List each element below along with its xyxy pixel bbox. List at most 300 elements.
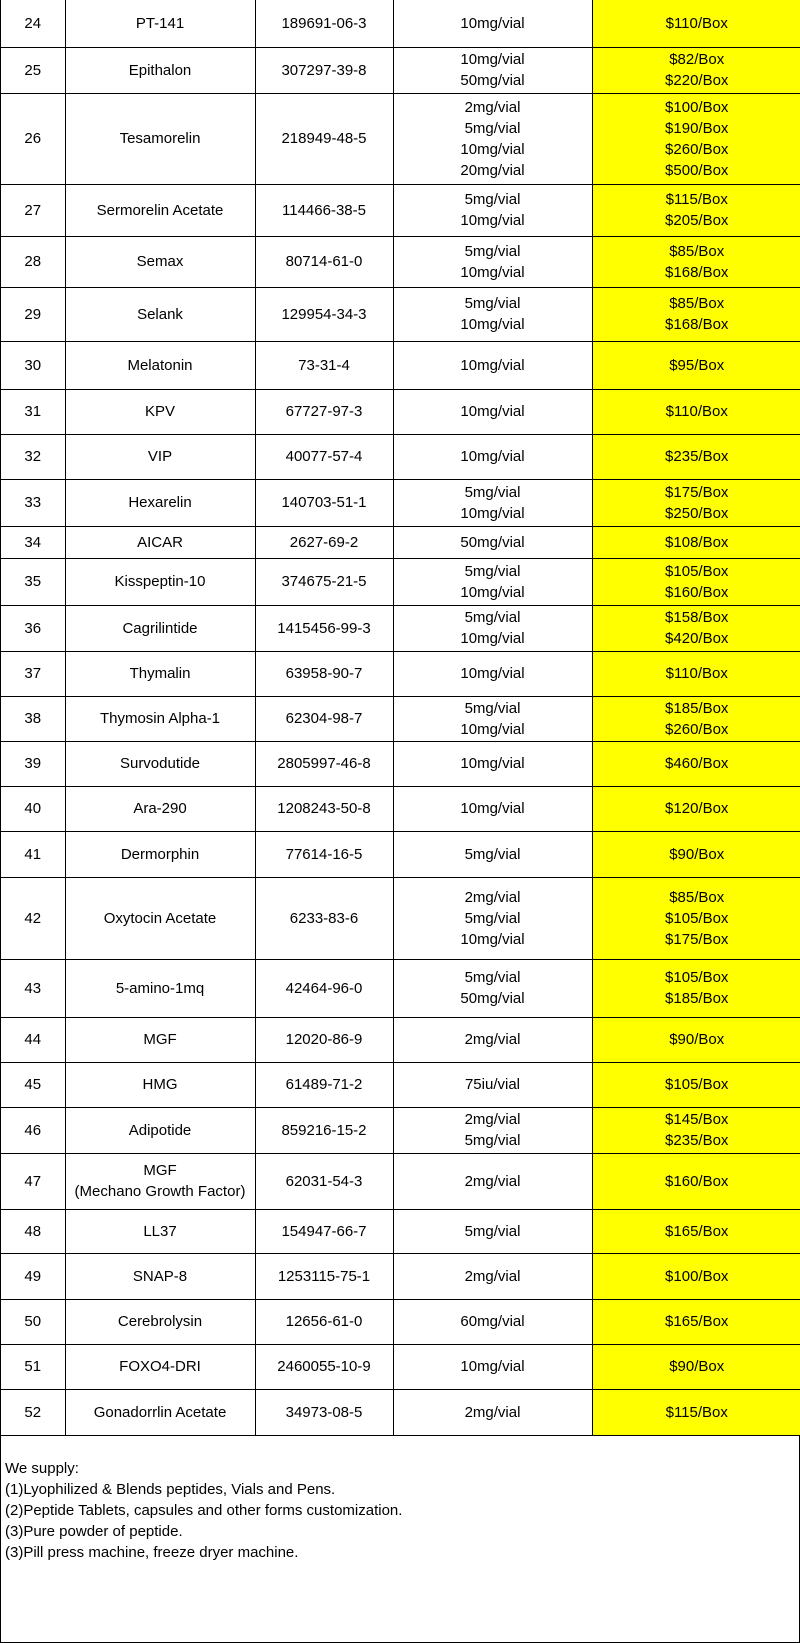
specification: 10mg/vial	[460, 212, 525, 229]
price: $500/Box	[665, 161, 729, 179]
price-cell	[592, 1389, 800, 1435]
specification-cell	[393, 1153, 592, 1209]
product-name-cell	[65, 877, 255, 959]
cas-number: 374675-21-5	[255, 558, 393, 605]
product-name: LL37	[143, 1222, 177, 1240]
price-cell	[592, 786, 800, 831]
specification: 10mg/vial	[460, 51, 525, 68]
specification-cell	[393, 287, 592, 341]
price: $108/Box	[665, 533, 729, 551]
product-name-cell	[65, 0, 255, 47]
price: $205/Box	[665, 212, 729, 229]
specification: 5mg/vial	[464, 845, 521, 863]
specification-cell	[393, 605, 592, 651]
price: $85/Box	[669, 888, 725, 906]
product-name-cell	[65, 831, 255, 877]
specification: 10mg/vial	[460, 316, 525, 333]
specification-cell	[393, 786, 592, 831]
table-row	[1, 434, 800, 479]
product-name: Adipotide	[128, 1121, 192, 1139]
specification-cell	[393, 696, 592, 741]
price-cell	[592, 651, 800, 696]
price-cell	[592, 1062, 800, 1107]
price-cell	[592, 1299, 800, 1344]
row-number: 44	[1, 1017, 65, 1062]
specification: 5mg/vial	[464, 969, 521, 986]
product-name-cell	[65, 287, 255, 341]
price-cell	[592, 389, 800, 434]
product-name-cell	[65, 479, 255, 526]
row-number: 25	[1, 47, 65, 93]
table-row	[1, 526, 800, 558]
price-cell	[592, 1253, 800, 1299]
cas-number: 218949-48-5	[255, 93, 393, 184]
specification-cell	[393, 1209, 592, 1253]
specification: 5mg/vial	[464, 242, 521, 260]
product-name: PT-141	[135, 14, 185, 32]
product-name: FOXO4-DRI	[119, 1358, 201, 1375]
product-name: SNAP-8	[132, 1267, 188, 1285]
specification: 5mg/vial	[464, 483, 521, 501]
cas-number: 77614-16-5	[255, 831, 393, 877]
table-row	[1, 47, 800, 93]
row-number: 51	[1, 1344, 65, 1389]
specification: 50mg/vial	[460, 72, 525, 89]
product-name: Epithalon	[128, 61, 192, 79]
price: $82/Box	[669, 51, 725, 68]
price: $115/Box	[665, 191, 728, 208]
specification: 10mg/vial	[460, 356, 525, 374]
price: $235/Box	[665, 1132, 729, 1149]
price-cell	[592, 959, 800, 1017]
specification: 10mg/vial	[460, 630, 525, 647]
cas-number: 2805997-46-8	[255, 741, 393, 786]
product-name-cell	[65, 1153, 255, 1209]
price: $190/Box	[665, 119, 729, 137]
price: $168/Box	[665, 316, 729, 333]
product-name-cell	[65, 47, 255, 93]
specification: 10mg/vial	[460, 140, 525, 158]
specification-cell	[393, 831, 592, 877]
specification-cell	[393, 526, 592, 558]
table-row	[1, 651, 800, 696]
product-name-cell	[65, 434, 255, 479]
price-cell	[592, 184, 800, 236]
table-row	[1, 959, 800, 1017]
row-number: 24	[1, 0, 65, 47]
table-row	[1, 831, 800, 877]
product-name: Kisspeptin-10	[114, 573, 206, 590]
supply-item: (2)Peptide Tablets, capsules and other forms customization.	[5, 1501, 403, 1519]
product-name: KPV	[144, 403, 175, 420]
table-row	[1, 389, 800, 434]
specification: 50mg/vial	[460, 533, 525, 551]
table-row	[1, 1107, 800, 1153]
specification-cell	[393, 1253, 592, 1299]
product-name-cell	[65, 558, 255, 605]
cas-number: 63958-90-7	[255, 651, 393, 696]
product-name: Oxytocin Acetate	[103, 909, 217, 927]
row-number: 48	[1, 1209, 65, 1253]
specification: 10mg/vial	[460, 800, 525, 817]
product-name: Tesamorelin	[119, 130, 201, 147]
product-name-cell	[65, 959, 255, 1017]
cas-number: 1415456-99-3	[255, 605, 393, 651]
specification: 10mg/vial	[460, 720, 525, 738]
product-name-cell	[65, 741, 255, 786]
table-row	[1, 236, 800, 287]
price: $90/Box	[669, 1358, 725, 1375]
price: $220/Box	[665, 72, 729, 89]
table-row	[1, 1299, 800, 1344]
price-cell	[592, 93, 800, 184]
specification: 5mg/vial	[464, 119, 521, 137]
specification-cell	[393, 741, 592, 786]
specification: 5mg/vial	[464, 1132, 521, 1149]
row-number: 29	[1, 287, 65, 341]
row-number: 40	[1, 786, 65, 831]
row-number: 52	[1, 1389, 65, 1435]
supply-notes	[1, 1436, 799, 1563]
price: $185/Box	[665, 990, 729, 1007]
row-number: 33	[1, 479, 65, 526]
product-name-cell	[65, 1062, 255, 1107]
table-row	[1, 1344, 800, 1389]
product-name: Selank	[137, 305, 183, 323]
row-number: 37	[1, 651, 65, 696]
specification: 2mg/vial	[464, 888, 521, 906]
price-cell	[592, 434, 800, 479]
price-cell	[592, 1017, 800, 1062]
price: $100/Box	[665, 98, 729, 116]
row-number: 31	[1, 389, 65, 434]
specification-cell	[393, 389, 592, 434]
product-name: Melatonin	[127, 356, 193, 374]
price: $105/Box	[665, 562, 729, 580]
price: $115/Box	[665, 1403, 728, 1421]
specification-cell	[393, 1344, 592, 1389]
product-name: (Mechano Growth Factor)	[74, 1183, 246, 1200]
table-row	[1, 786, 800, 831]
product-name-cell	[65, 1344, 255, 1389]
price: $105/Box	[665, 1076, 729, 1093]
row-number: 36	[1, 605, 65, 651]
table-row	[1, 1389, 800, 1435]
row-number: 26	[1, 93, 65, 184]
price-cell	[592, 526, 800, 558]
price: $235/Box	[665, 448, 729, 465]
price-cell	[592, 47, 800, 93]
specification: 2mg/vial	[464, 98, 521, 116]
product-name: Semax	[136, 253, 184, 270]
cas-number: 140703-51-1	[255, 479, 393, 526]
product-name-cell	[65, 1299, 255, 1344]
table-row	[1, 1153, 800, 1209]
product-name-cell	[65, 389, 255, 434]
specification: 10mg/vial	[460, 263, 525, 281]
supply-heading: We supply:	[5, 1459, 79, 1477]
specification-cell	[393, 1299, 592, 1344]
specification: 10mg/vial	[460, 755, 525, 772]
specification: 50mg/vial	[460, 990, 525, 1007]
cas-number: 42464-96-0	[255, 959, 393, 1017]
table-row	[1, 287, 800, 341]
table-row	[1, 1062, 800, 1107]
price-cell	[592, 1153, 800, 1209]
specification: 5mg/vial	[464, 295, 521, 312]
price: $260/Box	[665, 140, 729, 158]
price: $85/Box	[669, 295, 725, 312]
product-name-cell	[65, 786, 255, 831]
cas-number: 129954-34-3	[255, 287, 393, 341]
price: $160/Box	[665, 583, 729, 601]
specification: 2mg/vial	[464, 1111, 521, 1128]
specification-cell	[393, 184, 592, 236]
supply-item: (3)Pill press machine, freeze dryer machine.	[5, 1543, 299, 1561]
table-row	[1, 479, 800, 526]
row-number: 30	[1, 341, 65, 389]
price: $90/Box	[669, 1031, 725, 1048]
product-name: Gonadorrlin Acetate	[93, 1403, 227, 1421]
product-name: MGF	[143, 1031, 177, 1048]
price-cell	[592, 0, 800, 47]
product-name: Cagrilintide	[122, 619, 198, 637]
product-name: Sermorelin Acetate	[96, 201, 224, 219]
price: $110/Box	[665, 665, 728, 682]
specification-cell	[393, 1107, 592, 1153]
row-number: 35	[1, 558, 65, 605]
row-number: 39	[1, 741, 65, 786]
product-name: VIP	[147, 448, 173, 465]
specification: 10mg/vial	[460, 14, 525, 32]
cas-number: 1253115-75-1	[255, 1253, 393, 1299]
table-row	[1, 605, 800, 651]
price: $175/Box	[665, 930, 729, 948]
row-number: 50	[1, 1299, 65, 1344]
cas-number: 62304-98-7	[255, 696, 393, 741]
specification-cell	[393, 341, 592, 389]
specification: 5mg/vial	[464, 191, 521, 208]
price: $165/Box	[665, 1222, 729, 1240]
cas-number: 80714-61-0	[255, 236, 393, 287]
product-name-cell	[65, 93, 255, 184]
price: $105/Box	[665, 969, 729, 986]
cas-number: 154947-66-7	[255, 1209, 393, 1253]
price-cell	[592, 236, 800, 287]
product-name-cell	[65, 1253, 255, 1299]
price-cell	[592, 741, 800, 786]
product-name: HMG	[142, 1076, 178, 1093]
cas-number: 34973-08-5	[255, 1389, 393, 1435]
specification-cell	[393, 236, 592, 287]
price-cell	[592, 1344, 800, 1389]
row-number: 49	[1, 1253, 65, 1299]
product-name-cell	[65, 1017, 255, 1062]
price: $95/Box	[669, 356, 725, 374]
cas-number: 114466-38-5	[255, 184, 393, 236]
specification-cell	[393, 47, 592, 93]
specification: 10mg/vial	[460, 1358, 525, 1375]
specification: 5mg/vial	[464, 1222, 521, 1240]
specification: 10mg/vial	[460, 403, 525, 420]
price-cell	[592, 605, 800, 651]
price-cell	[592, 341, 800, 389]
product-name-cell	[65, 605, 255, 651]
price: $145/Box	[665, 1111, 729, 1128]
price-cell	[592, 696, 800, 741]
product-name-cell	[65, 236, 255, 287]
specification-cell	[393, 1389, 592, 1435]
table-row	[1, 1017, 800, 1062]
product-name-cell	[65, 696, 255, 741]
row-number: 45	[1, 1062, 65, 1107]
product-name-cell	[65, 1107, 255, 1153]
price: $420/Box	[665, 630, 729, 647]
product-name-cell	[65, 341, 255, 389]
specification: 20mg/vial	[460, 161, 525, 179]
row-number: 47	[1, 1153, 65, 1209]
cas-number: 40077-57-4	[255, 434, 393, 479]
price: $85/Box	[669, 242, 725, 260]
specification: 5mg/vial	[464, 562, 521, 580]
product-name-cell	[65, 526, 255, 558]
row-number: 41	[1, 831, 65, 877]
row-number: 28	[1, 236, 65, 287]
specification-cell	[393, 434, 592, 479]
product-name-cell	[65, 184, 255, 236]
cas-number: 859216-15-2	[255, 1107, 393, 1153]
row-number: 34	[1, 526, 65, 558]
product-name: 5-amino-1mq	[115, 979, 205, 997]
specification-cell	[393, 1062, 592, 1107]
product-name: Hexarelin	[128, 494, 192, 511]
product-name: Survodutide	[119, 755, 201, 772]
cas-number: 189691-06-3	[255, 0, 393, 47]
row-number: 27	[1, 184, 65, 236]
product-name: Cerebrolysin	[117, 1313, 203, 1330]
price: $90/Box	[669, 845, 725, 863]
supply-item: (3)Pure powder of peptide.	[5, 1522, 183, 1540]
table-row	[1, 741, 800, 786]
cas-number: 307297-39-8	[255, 47, 393, 93]
specification: 5mg/vial	[464, 909, 521, 927]
price-cell	[592, 287, 800, 341]
price: $158/Box	[665, 609, 729, 626]
product-name-cell	[65, 1389, 255, 1435]
cas-number: 12656-61-0	[255, 1299, 393, 1344]
row-number: 43	[1, 959, 65, 1017]
product-name: AICAR	[137, 533, 183, 551]
specification: 75iu/vial	[464, 1076, 521, 1093]
product-name: MGF	[143, 1162, 177, 1179]
table-row	[1, 0, 800, 47]
table-row	[1, 93, 800, 184]
price: $185/Box	[665, 699, 729, 717]
product-name: Dermorphin	[120, 845, 200, 863]
product-name: Thymosin Alpha-1	[99, 710, 221, 727]
table-row	[1, 184, 800, 236]
specification-cell	[393, 651, 592, 696]
table-row	[1, 1253, 800, 1299]
price: $460/Box	[665, 755, 729, 772]
specification-cell	[393, 1017, 592, 1062]
table-row	[1, 696, 800, 741]
specification: 2mg/vial	[464, 1172, 521, 1190]
specification-cell	[393, 558, 592, 605]
table-row	[1, 558, 800, 605]
specification: 10mg/vial	[460, 665, 525, 682]
price-cell	[592, 1209, 800, 1253]
specification: 10mg/vial	[460, 583, 525, 601]
price: $260/Box	[665, 720, 729, 738]
specification-cell	[393, 479, 592, 526]
table-row	[1, 341, 800, 389]
specification: 10mg/vial	[460, 448, 525, 465]
specification: 2mg/vial	[464, 1267, 521, 1285]
price: $100/Box	[665, 1267, 729, 1285]
specification-cell	[393, 93, 592, 184]
price: $105/Box	[665, 909, 729, 927]
cas-number: 67727-97-3	[255, 389, 393, 434]
cas-number: 2627-69-2	[255, 526, 393, 558]
price: $250/Box	[665, 504, 729, 522]
supply-item: (1)Lyophilized & Blends peptides, Vials and Pens.	[5, 1480, 336, 1498]
product-name-cell	[65, 1209, 255, 1253]
row-number: 32	[1, 434, 65, 479]
price: $110/Box	[665, 14, 728, 32]
specification: 60mg/vial	[460, 1313, 525, 1330]
product-name: Thymalin	[129, 665, 191, 682]
price: $165/Box	[665, 1313, 729, 1330]
specification-cell	[393, 0, 592, 47]
row-number: 46	[1, 1107, 65, 1153]
specification: 2mg/vial	[464, 1031, 521, 1048]
price-cell	[592, 831, 800, 877]
price-table-body	[1, 0, 800, 1435]
price-cell	[592, 479, 800, 526]
row-number: 38	[1, 696, 65, 741]
price-cell	[592, 1107, 800, 1153]
product-name-cell	[65, 651, 255, 696]
cas-number: 2460055-10-9	[255, 1344, 393, 1389]
price-cell	[592, 877, 800, 959]
price-table	[1, 0, 800, 1436]
specification: 2mg/vial	[464, 1403, 521, 1421]
cas-number: 6233-83-6	[255, 877, 393, 959]
specification: 5mg/vial	[464, 609, 521, 626]
specification-cell	[393, 959, 592, 1017]
cas-number: 12020-86-9	[255, 1017, 393, 1062]
cas-number: 73-31-4	[255, 341, 393, 389]
cas-number: 62031-54-3	[255, 1153, 393, 1209]
specification: 10mg/vial	[460, 504, 525, 522]
price-cell	[592, 558, 800, 605]
specification: 5mg/vial	[464, 699, 521, 717]
specification-cell	[393, 877, 592, 959]
price: $175/Box	[665, 483, 729, 501]
table-row	[1, 877, 800, 959]
price: $110/Box	[665, 403, 728, 420]
row-number: 42	[1, 877, 65, 959]
cas-number: 1208243-50-8	[255, 786, 393, 831]
price: $160/Box	[665, 1172, 729, 1190]
price: $168/Box	[665, 263, 729, 281]
cas-number: 61489-71-2	[255, 1062, 393, 1107]
specification: 10mg/vial	[460, 930, 525, 948]
price: $120/Box	[665, 800, 729, 817]
product-name: Ara-290	[133, 800, 187, 817]
table-row	[1, 1209, 800, 1253]
